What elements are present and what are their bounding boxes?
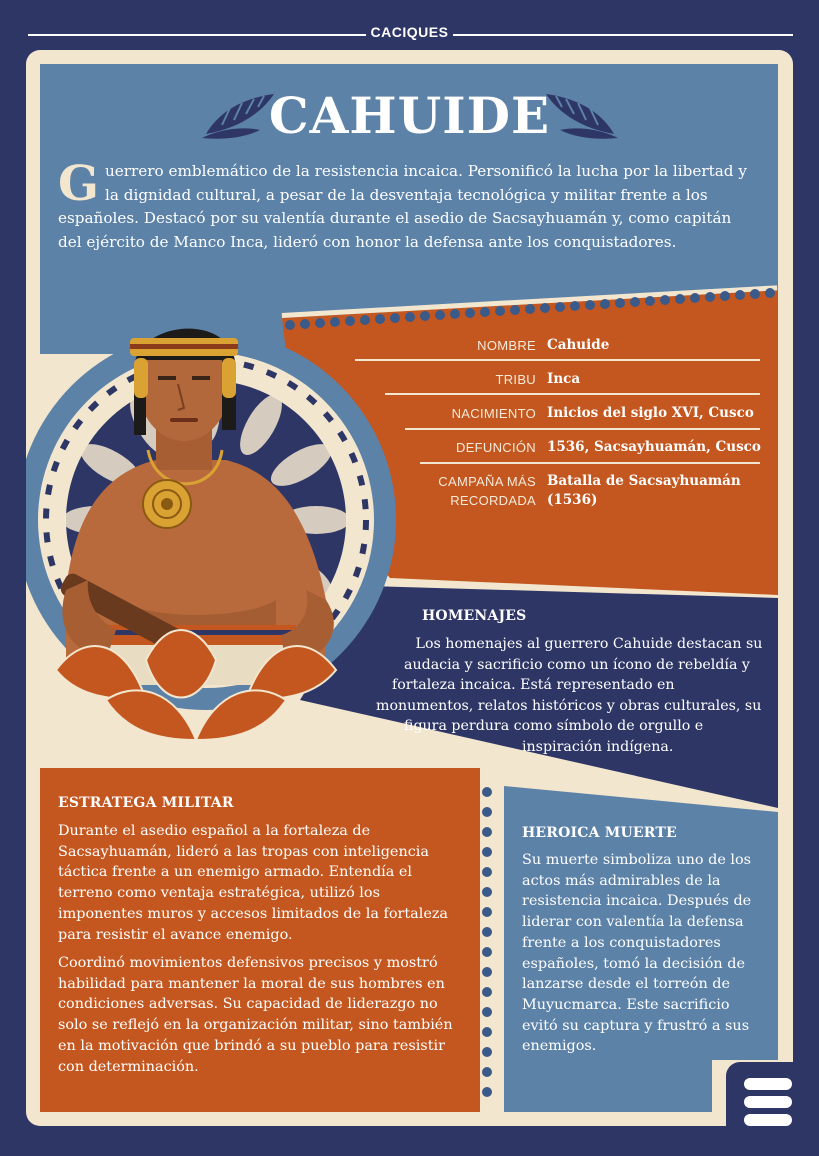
- portrait-illustration: [26, 300, 396, 760]
- sun-medallion-icon: [141, 478, 193, 530]
- info-separator: [405, 428, 760, 430]
- homenajes-text: [370, 634, 768, 757]
- info-separator: [420, 462, 760, 464]
- info-separator: [385, 393, 760, 395]
- homenajes-line: figura perdura como símbolo de orgullo e: [404, 718, 704, 734]
- info-label-campana-line2: RECORDADA: [450, 493, 536, 508]
- info-label-nacimiento: NACIMIENTO: [451, 406, 536, 421]
- info-label-tribu: TRIBU: [495, 372, 536, 387]
- homenajes-line: Los homenajes al guerrero Cahuide destacan su: [415, 636, 763, 652]
- homenajes-title: HOMENAJES: [422, 608, 527, 624]
- homenajes-line: audacia y sacrificio como un ícono de rebeldía y: [404, 656, 750, 673]
- info-value-campana-line2: (1536): [547, 492, 598, 508]
- page-title: CAHUIDE: [268, 86, 551, 145]
- estratega-title: ESTRATEGA MILITAR: [58, 795, 234, 811]
- info-label-campana: [358, 472, 536, 510]
- info-label-defuncion: DEFUNCIÓN: [456, 440, 536, 455]
- info-label-nombre: NOMBRE: [477, 338, 536, 353]
- info-value-campana-line1: Batalla de Sacsayhuamán: [547, 473, 741, 489]
- heroica-title: HEROICA MUERTE: [522, 825, 677, 841]
- homenajes-line: inspiración indígena.: [522, 738, 674, 755]
- estratega-paragraph-1: Durante el asedio español a la fortaleza de Sacsayhuamán, lideró a las tropas con inteligencia táctica frente a un enemigo armado. Entendía el terreno como ventaja estratégica, utilizó los imponentes muros y accesos limitados de la fortaleza para resistir el avance enemigo.: [58, 823, 449, 943]
- section-label: CACIQUES: [370, 24, 449, 40]
- info-value-nombre: Cahuide: [547, 337, 610, 353]
- info-label-campana-line1: CAMPAÑA MÁS: [438, 474, 536, 489]
- estratega-paragraph-2: Coordinó movimientos defensivos precisos y mostró habilidad para mantener la moral de sus hombres en condiciones adversas. Su capacidad de liderazgo no solo se reflejó en la organización militar, sino también en la motivación que brindó a su pueblo para resistir con determinación.: [58, 955, 453, 1075]
- heroica-text: Su muerte simboliza uno de los actos más admirables de la resistencia incaica. Después de liderar con valentía la defensa frente a los conquistadores españoles, tomó la decisión de lanzarse desde el torreón de Muyucmarca. Este sacrificio evitó su captura y frustró a sus enemigos.: [522, 852, 752, 1055]
- info-value-defuncion: 1536, Sacsayhuamán, Cusco: [547, 439, 761, 455]
- homenajes-line: monumentos, relatos históricos y obras culturales, su: [376, 697, 762, 714]
- layers-icon: [740, 1074, 796, 1130]
- info-value-nacimiento: Inicios del siglo XVI, Cusco: [547, 405, 754, 421]
- info-value-campana: [547, 472, 741, 510]
- intro-dropcap: G: [58, 156, 99, 212]
- info-separator: [355, 359, 760, 361]
- homenajes-line: fortaleza incaica. Está representado en: [392, 677, 675, 693]
- info-value-tribu: Inca: [547, 371, 581, 387]
- intro-text: uerrero emblemático de la resistencia incaica. Personificó la lucha por la libertad y la dignidad cultural, a pesar de la desventaja tecnológica y militar frente a los españoles. Destacó por su valentía durante el asedio de Sacsayhuamán y, como capitán del ejército de Manco Inca, lideró con honor la defensa ante los conquistadores.: [58, 162, 747, 251]
